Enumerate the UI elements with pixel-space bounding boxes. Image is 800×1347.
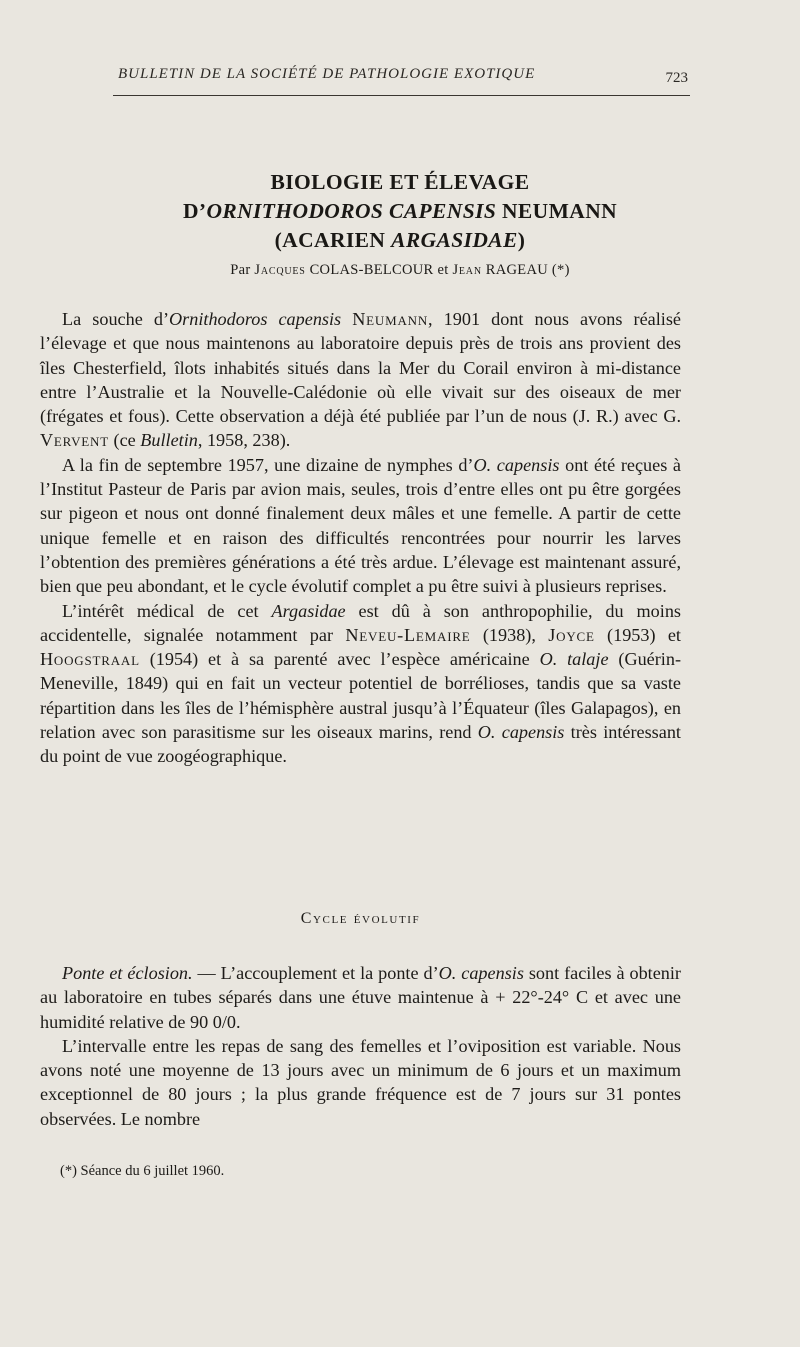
title-prefix: D’ (182, 199, 207, 223)
ponte-section (40, 961, 681, 1131)
title-line-1: BIOLOGIE ET ÉLEVAGE (270, 170, 530, 194)
text-run: (Guérin-Meneville, 1849) qui en fait un vecteur potentiel de borrélioses, tandis que sa vaste répartition dans les îles de l’hémisphère austral jusqu’à l’Équateur (îles Galapagos), en relation avec son parasitisme sur les oiseaux marins, rend (40, 649, 682, 743)
title-line-3 (40, 226, 760, 255)
text-run (341, 309, 352, 329)
text-run: (1954) et à sa parenté avec l’espèce américaine (139, 649, 540, 670)
header-rule (113, 95, 690, 96)
title-family: ARGASIDAE (391, 228, 518, 252)
author-name: Joyce (548, 624, 595, 645)
paragraph-2 (40, 453, 681, 599)
author2-first-name: Jean (452, 262, 482, 278)
title-line-2 (40, 197, 760, 226)
article-title (40, 168, 760, 255)
author1-first-name: Jacques (254, 262, 306, 278)
species-name: O. capensis (477, 722, 565, 743)
text-run: L’intervalle entre les repas de sang des femelles et l’oviposition est variable. Nous avons noté une moyenne de 13 jours avec un minimum de 6 jours et un maximum exceptionnel de 80 jours ; la plus grande fréquence est de 7 jours sur 31 pontes observées. Le nombre (40, 1035, 681, 1129)
author-name: Hoogstraal (40, 649, 140, 670)
author-name: Vervent (40, 430, 109, 451)
text-run: La souche d’ (62, 309, 170, 329)
paragraph-3 (40, 599, 681, 769)
title-line3-prefix: (ACARIEN (274, 228, 392, 252)
paragraph-5 (40, 1034, 681, 1131)
text-run: ont été reçues à l’Institut Pasteur de Paris par avion mais, seules, trois d’entre elles ont pu être gorgées sur pigeon et nous ont donné finalement deux mâles et une femelle. A partir de cette unique femelle et en raison des difficultés rencontrées pour nourrir les larves l’obtention des premières générations a été très ardue. L’élevage est maintenant assuré, bien que peu abondant, et le cycle évolutif complet a pu être suivi à plusieurs reprises. (40, 454, 681, 597)
author-name: Neveu-Lemaire (345, 624, 471, 645)
species-name: O. capensis (438, 963, 524, 983)
title-taxon-author: NEUMANN (496, 199, 618, 223)
paragraph-4 (40, 961, 681, 1034)
text-run: , 1901 dont nous avons réalisé l’élevage et que nous maintenons au laboratoire depuis près de trois ans provient des îles Chesterfield, îlots inhabités situés dans la Mer du Corail environ à mi-distance entre l’Australie et la Nouvelle-Calédonie où elle vivait sur des oiseaux de mer (frégates et fous). Cette observation a déjà été publiée par l’un de nous (J. R.) avec G. (40, 309, 681, 427)
text-run: (1953) et (594, 624, 681, 645)
species-name: O. talaje (539, 649, 609, 670)
text-run: , 1958, 238). (197, 430, 291, 451)
text-run: — L’accouplement et la ponte d’ (192, 963, 439, 983)
footnote-marker: (*) (548, 262, 570, 278)
species-name: Ornithodoros capensis (169, 309, 342, 329)
author2-last-name: RAGEAU (481, 262, 548, 278)
text-run: très intéressant du point de vue zoogéographique. (40, 722, 681, 767)
family-name: Argasidae (271, 600, 346, 621)
page-number: 723 (665, 70, 688, 86)
title-species: ORNITHODOROS CAPENSIS (206, 199, 497, 223)
text-run: est dû à son anthropophilie, du moins accidentelle, signalée notamment par (40, 600, 681, 645)
intro-section (40, 307, 681, 769)
text-run: sont faciles à obtenir au laboratoire en tubes séparés dans une étuve maintenue à + 22°-24° C et avec une humidité relative de 90 0/0. (40, 963, 681, 1032)
author-name: Neumann (352, 309, 429, 329)
author1-last-name: COLAS-BELCOUR (305, 262, 434, 278)
subsection-title: Ponte et éclosion. (62, 963, 193, 983)
paragraph-1 (40, 307, 681, 453)
journal-reference: Bulletin (140, 430, 198, 451)
byline (40, 262, 760, 279)
byline-par: Par (230, 262, 255, 278)
title-line3-suffix: ) (517, 228, 526, 252)
byline-and: et (433, 262, 453, 278)
text-run: L’intérêt médical de cet (62, 600, 272, 621)
text-run: A la fin de septembre 1957, une dizaine de nymphes d’ (62, 454, 474, 475)
journal-title: BULLETIN DE LA SOCIÉTÉ DE PATHOLOGIE EXOTIQUE (118, 66, 536, 82)
running-head (118, 66, 688, 88)
section-heading-cycle: Cycle évolutif (300, 910, 421, 927)
footnote: (*) Séance du 6 juillet 1960. (60, 1163, 225, 1179)
text-run: (ce (108, 430, 141, 451)
text-run: (1938), (470, 624, 549, 645)
species-name: O. capensis (473, 454, 560, 475)
